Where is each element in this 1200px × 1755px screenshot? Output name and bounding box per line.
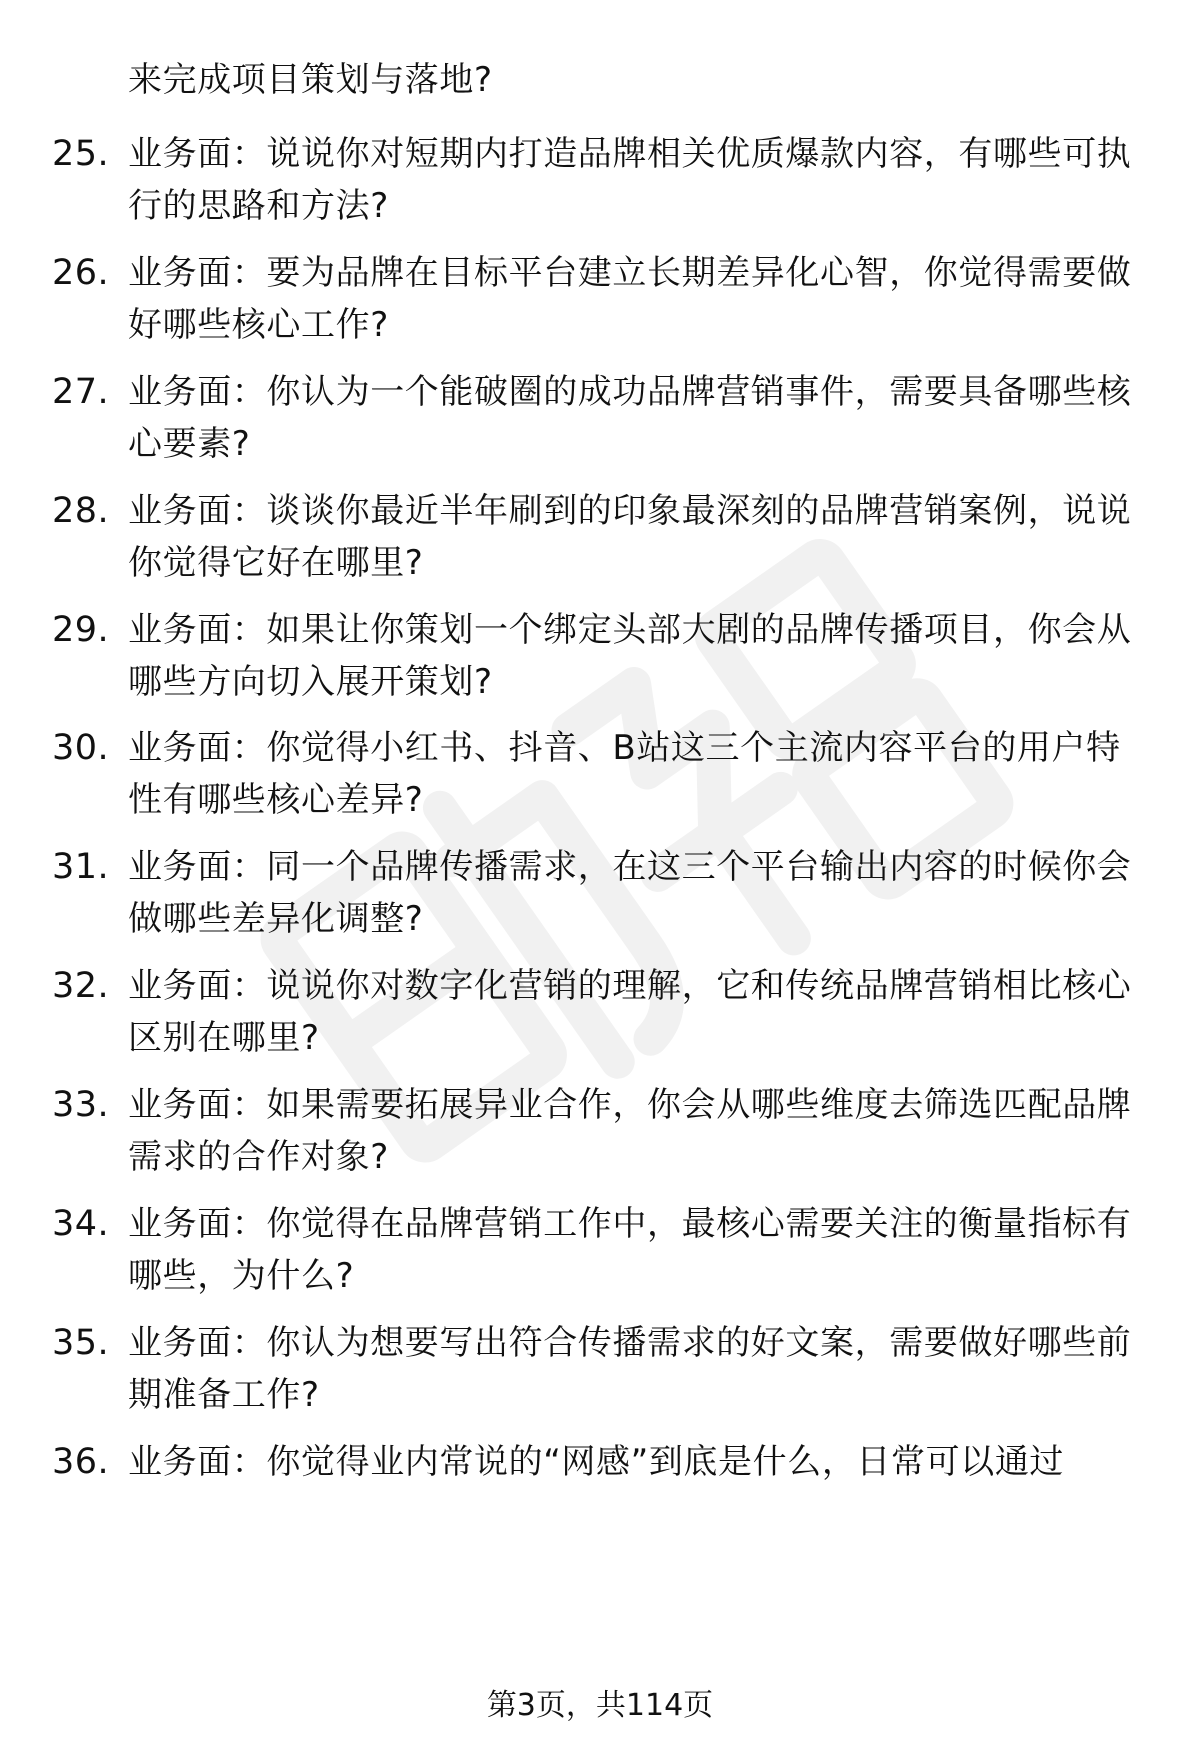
question-text: 业务面：你觉得在品牌营销工作中，最核心需要关注的衡量指标有哪些，为什么? bbox=[128, 1204, 1132, 1296]
question-number: 36. bbox=[52, 1442, 110, 1482]
page-footer: 第3页，共114页 bbox=[486, 1688, 714, 1723]
question-number: 34. bbox=[52, 1204, 110, 1244]
question-number: 32. bbox=[52, 966, 110, 1006]
question-text: 业务面：你认为一个能破圈的成功品牌营销事件，需要具备哪些核心要素? bbox=[128, 372, 1132, 464]
question-text: 业务面：说说你对短期内打造品牌相关优质爆款内容，有哪些可执行的思路和方法? bbox=[128, 134, 1132, 226]
question-text: 业务面：同一个品牌传播需求，在这三个平台输出内容的时候你会做哪些差异化调整? bbox=[128, 847, 1132, 939]
question-text: 业务面：你觉得业内常说的“网感”到底是什么，日常可以通过 bbox=[128, 1442, 1065, 1482]
question-text: 业务面：谈谈你最近半年刷到的印象最深刻的品牌营销案例，说说你觉得它好在哪里? bbox=[128, 491, 1132, 583]
question-number: 28. bbox=[52, 491, 110, 531]
question-number: 26. bbox=[52, 253, 110, 293]
question-number: 25. bbox=[52, 134, 110, 174]
question-text: 业务面：你认为想要写出符合传播需求的好文案，需要做好哪些前期准备工作? bbox=[128, 1323, 1132, 1415]
question-number: 30. bbox=[52, 728, 110, 768]
question-text: 业务面：如果让你策划一个绑定头部大剧的品牌传播项目，你会从哪些方向切入展开策划? bbox=[128, 610, 1132, 702]
question-text: 业务面：说说你对数字化营销的理解，它和传统品牌营销相比核心区别在哪里? bbox=[128, 966, 1132, 1058]
question-number: 33. bbox=[52, 1085, 110, 1125]
question-number: 35. bbox=[52, 1323, 110, 1363]
question-number: 29. bbox=[52, 610, 110, 650]
question-text: 业务面：要为品牌在目标平台建立长期差异化心智，你觉得需要做好哪些核心工作? bbox=[128, 253, 1132, 345]
continuation-text: 来完成项目策划与落地? bbox=[128, 60, 493, 100]
question-text: 业务面：如果需要拓展异业合作，你会从哪些维度去筛选匹配品牌需求的合作对象? bbox=[128, 1085, 1132, 1177]
question-number: 27. bbox=[52, 372, 110, 412]
question-number: 31. bbox=[52, 847, 110, 887]
question-text: 业务面：你觉得小红书、抖音、B站这三个主流内容平台的用户特性有哪些核心差异? bbox=[128, 728, 1121, 820]
